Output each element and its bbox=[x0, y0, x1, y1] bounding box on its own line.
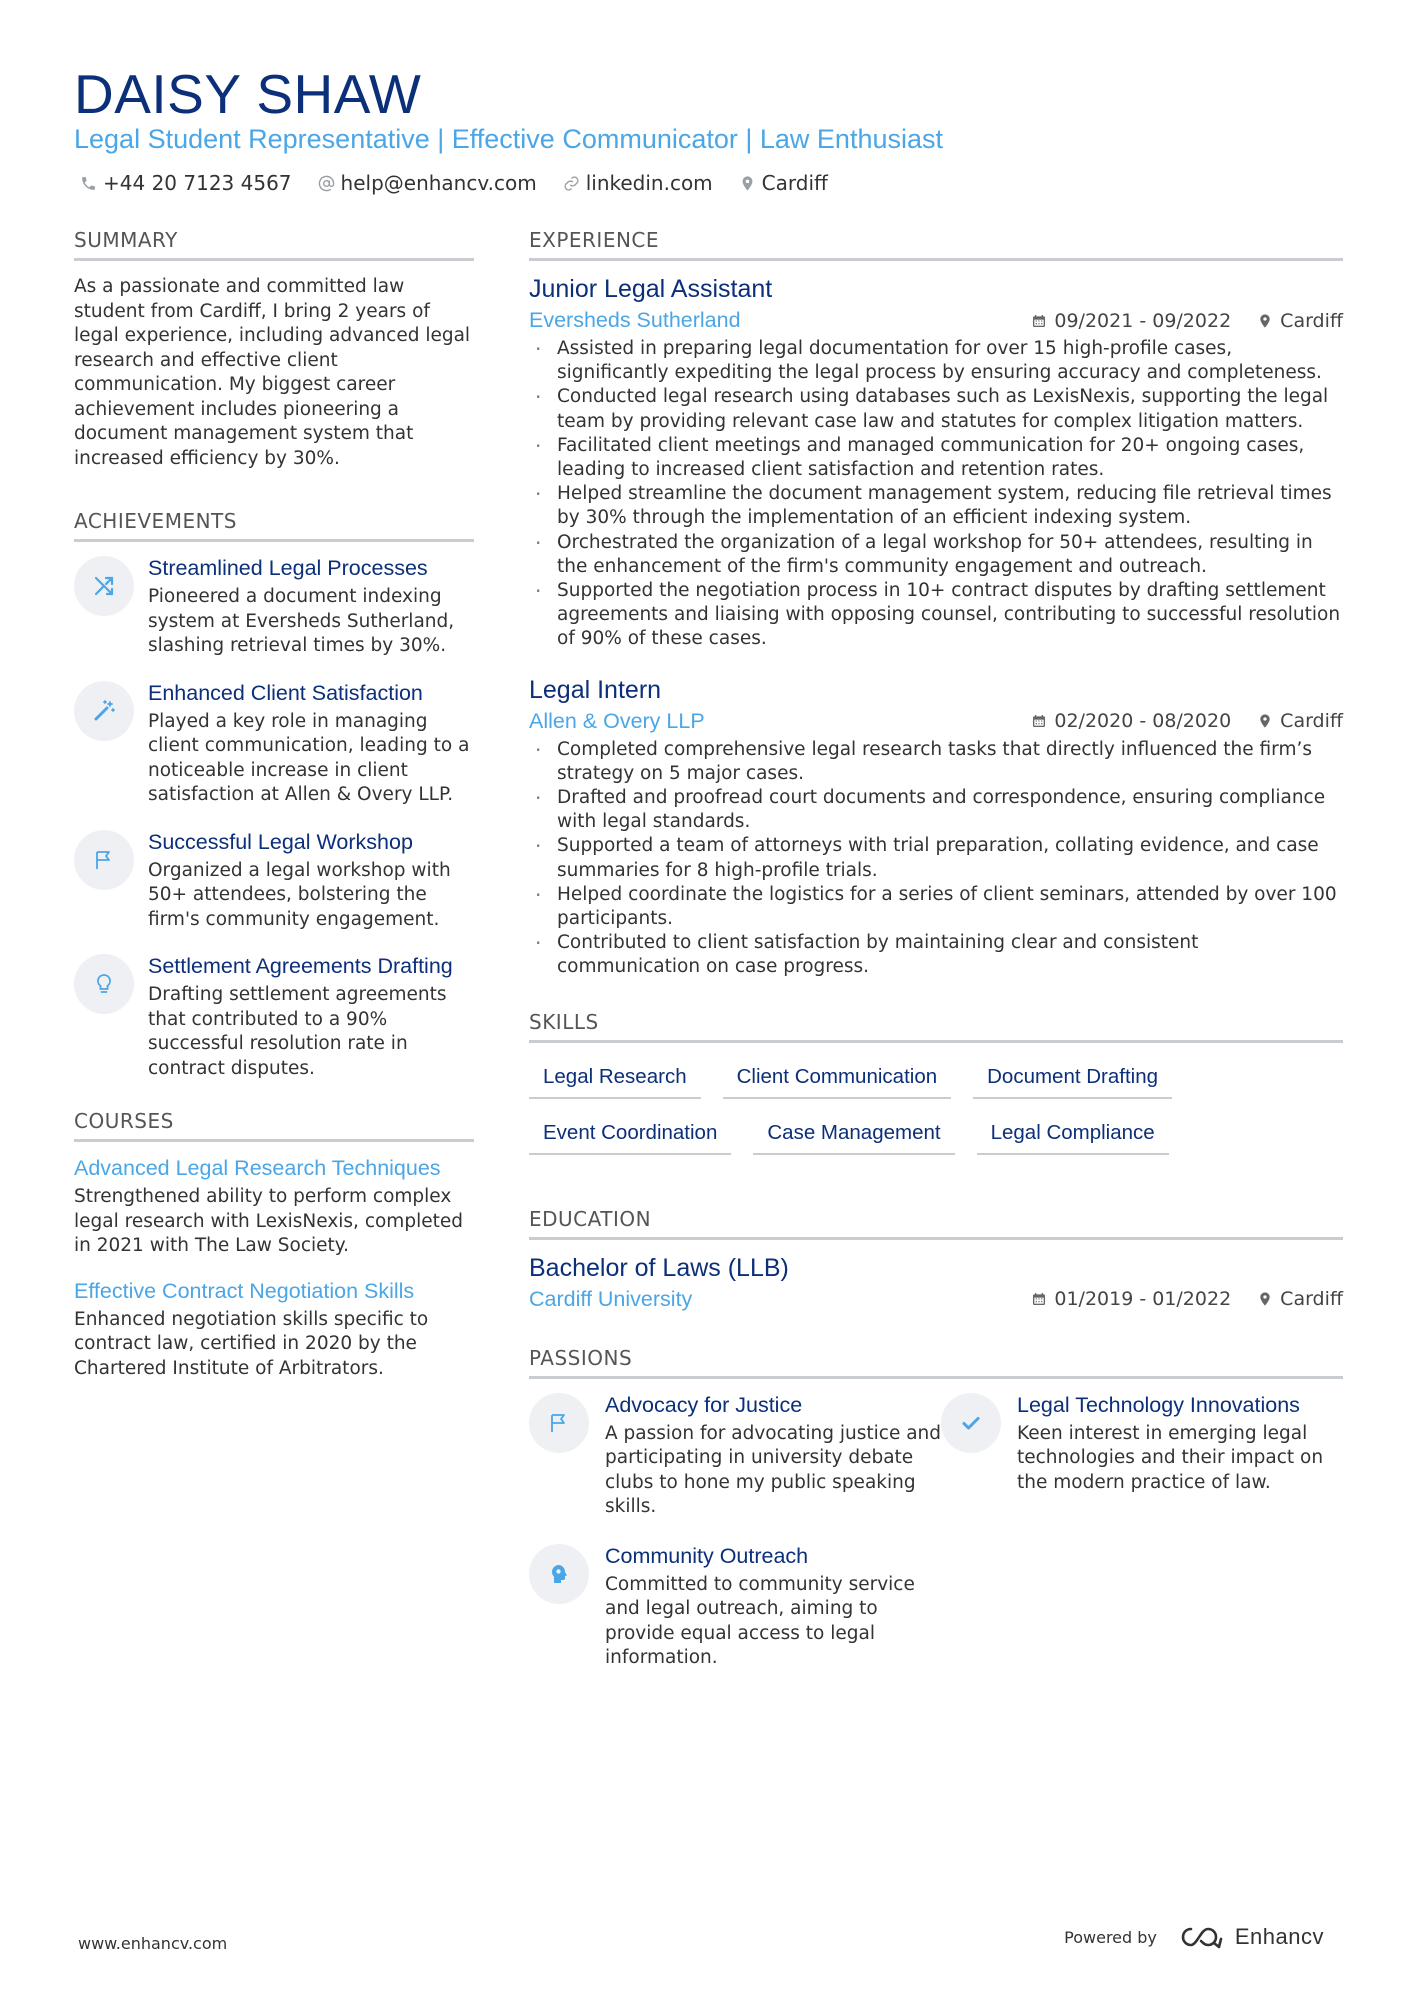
contact-email[interactable] bbox=[318, 171, 537, 195]
brand-name: Enhancv bbox=[1234, 1924, 1324, 1949]
passions-heading: PASSIONS bbox=[529, 1346, 1343, 1379]
calendar-icon bbox=[1031, 313, 1047, 329]
bullet-item: · Supported the negotiation process in 10+ contract disputes by drafting settlement agreements and liaising with opposing counsel, contributing to successful resolution of 90% of these cases. bbox=[529, 579, 1343, 652]
passion-title: Legal Technology Innovations bbox=[1017, 1392, 1300, 1417]
skill-tag: Case Management bbox=[753, 1121, 954, 1155]
job-dates bbox=[1031, 310, 1231, 332]
footer-website[interactable]: www.enhancv.com bbox=[78, 1934, 228, 1953]
bullet-item: · Completed comprehensive legal research tasks that directly influenced the firm’s strategy on 5 major cases. bbox=[529, 738, 1343, 786]
achievement-item bbox=[74, 681, 474, 808]
contact-linkedin[interactable] bbox=[563, 171, 713, 195]
experience-heading: EXPERIENCE bbox=[529, 228, 1343, 261]
job-bullets bbox=[529, 738, 1343, 980]
location-pin-icon bbox=[739, 175, 756, 192]
headline: Legal Student Representative | Effective Communicator | Law Enthusiast bbox=[74, 124, 943, 154]
achievements-heading: ACHIEVEMENTS bbox=[74, 509, 474, 542]
dates-text: 01/2019 - 01/2022 bbox=[1054, 1288, 1232, 1311]
skills-section bbox=[529, 1010, 1343, 1177]
bullet-item: · Contributed to client satisfaction by maintaining clear and consistent communication on case progress. bbox=[529, 931, 1343, 979]
at-icon bbox=[318, 175, 335, 192]
job-location bbox=[1257, 710, 1343, 732]
bullet-item: · Drafted and proofread court documents and correspondence, ensuring compliance with legal standards. bbox=[529, 786, 1343, 834]
bullet-item: · Supported a team of attorneys with trial preparation, collating evidence, and case summaries for 8 high-profile trials. bbox=[529, 834, 1343, 882]
achievement-title: Streamlined Legal Processes bbox=[148, 556, 428, 580]
degree-title: Bachelor of Laws (LLB) bbox=[529, 1253, 789, 1282]
company-name: Allen & Overy LLP bbox=[529, 708, 705, 733]
magic-wand-icon bbox=[74, 681, 134, 741]
passion-text: Committed to community service and legal outreach, aiming to provide equal access to legal information. bbox=[605, 1573, 915, 1669]
courses-section bbox=[74, 1109, 474, 1381]
location-text: Cardiff bbox=[1280, 1288, 1343, 1311]
achievement-text: Organized a legal workshop with 50+ attendees, bolstering the firm's community engagement. bbox=[148, 859, 451, 930]
flag-icon bbox=[74, 830, 134, 890]
arrows-icon bbox=[74, 556, 134, 616]
head-icon bbox=[529, 1544, 589, 1604]
phone-text: +44 20 7123 4567 bbox=[103, 171, 292, 195]
bullet-item: · Facilitated client meetings and managed communication for 20+ ongoing cases, leading to increased client satisfaction and retention rates. bbox=[529, 434, 1343, 482]
location-pin-icon bbox=[1257, 313, 1273, 329]
candidate-name: DAISY SHAW bbox=[74, 63, 422, 125]
contact-bar bbox=[80, 171, 828, 195]
skills-heading: SKILLS bbox=[529, 1010, 1343, 1043]
course-text: Enhanced negotiation skills specific to contract law, certified in 2020 by the Chartered Institute of Arbitrators. bbox=[74, 1308, 429, 1379]
link-icon bbox=[563, 175, 580, 192]
job-entry bbox=[529, 275, 1343, 652]
education-dates bbox=[1031, 1288, 1231, 1310]
location-text: Cardiff bbox=[761, 171, 828, 195]
education-heading: EDUCATION bbox=[529, 1207, 1343, 1240]
passion-item bbox=[529, 1393, 941, 1520]
job-dates bbox=[1031, 710, 1231, 732]
job-location bbox=[1257, 310, 1343, 332]
lightbulb-icon bbox=[74, 954, 134, 1014]
summary-text: As a passionate and committed law student from Cardiff, I bring 2 years of legal experience, including advanced legal research and effective client communication. My biggest career achievement includes pioneering a document management system that increased efficiency by 30%. bbox=[74, 276, 471, 469]
achievement-text: Drafting settlement agreements that contributed to a 90% successful resolution rate in contract disputes. bbox=[148, 984, 447, 1079]
achievement-item bbox=[74, 830, 474, 933]
dates-text: 09/2021 - 09/2022 bbox=[1054, 309, 1232, 332]
summary-heading: SUMMARY bbox=[74, 228, 474, 261]
course-title: Advanced Legal Research Techniques bbox=[74, 1156, 441, 1180]
achievement-item bbox=[74, 556, 474, 659]
company-name: Eversheds Sutherland bbox=[529, 308, 741, 332]
courses-heading: COURSES bbox=[74, 1109, 474, 1142]
location-pin-icon bbox=[1257, 713, 1273, 729]
education-section bbox=[529, 1207, 1343, 1312]
powered-by-text: Powered by bbox=[1064, 1927, 1157, 1947]
contact-location bbox=[739, 171, 828, 195]
achievement-item bbox=[74, 954, 474, 1081]
email-text[interactable]: help@enhancv.com bbox=[340, 171, 537, 195]
education-location bbox=[1257, 1288, 1343, 1310]
job-bullets bbox=[529, 337, 1343, 652]
footer-branding bbox=[1064, 1924, 1324, 1950]
passion-text: A passion for advocating justice and participating in university debate clubs to hone my public speaking skills. bbox=[605, 1422, 942, 1518]
phone-icon bbox=[80, 175, 97, 192]
skill-tag: Client Communication bbox=[723, 1065, 952, 1099]
job-title: Legal Intern bbox=[529, 675, 662, 704]
skill-tag: Event Coordination bbox=[529, 1121, 731, 1155]
skill-tag: Document Drafting bbox=[973, 1065, 1172, 1099]
course-item bbox=[74, 1156, 474, 1259]
bullet-item: · Orchestrated the organization of a legal workshop for 50+ attendees, resulting in the enhancement of the firm's community engagement and outreach. bbox=[529, 531, 1343, 579]
skill-tag: Legal Research bbox=[529, 1065, 701, 1099]
bullet-item: · Assisted in preparing legal documentation for over 15 high-profile cases, significantly expediting the legal process by ensuring accuracy and completeness. bbox=[529, 337, 1343, 385]
skills-list bbox=[529, 1065, 1329, 1177]
passion-text: Keen interest in emerging legal technologies and their impact on the modern practice of law. bbox=[1017, 1422, 1324, 1493]
location-text: Cardiff bbox=[1280, 710, 1343, 733]
course-item bbox=[74, 1279, 474, 1382]
achievement-text: Played a key role in managing client communication, leading to a noticeable increase in client satisfaction at Allen & Overy LLP. bbox=[148, 710, 470, 805]
passion-title: Community Outreach bbox=[605, 1543, 809, 1568]
job-entry bbox=[529, 676, 1343, 980]
infinity-logo-icon bbox=[1179, 1924, 1225, 1950]
achievement-title: Settlement Agreements Drafting bbox=[148, 954, 453, 978]
dates-text: 02/2020 - 08/2020 bbox=[1054, 710, 1232, 733]
checkmark-icon bbox=[941, 1393, 1001, 1453]
bullet-item: · Helped streamline the document management system, reducing file retrieval times by 30% through the implementation of an efficient indexing system. bbox=[529, 482, 1343, 530]
contact-phone bbox=[80, 171, 292, 195]
calendar-icon bbox=[1031, 1291, 1047, 1307]
skill-tag: Legal Compliance bbox=[977, 1121, 1169, 1155]
achievement-title: Successful Legal Workshop bbox=[148, 829, 413, 854]
passion-title: Advocacy for Justice bbox=[605, 1392, 803, 1417]
linkedin-text[interactable]: linkedin.com bbox=[585, 171, 713, 195]
course-text: Strengthened ability to perform complex legal research with LexisNexis, completed in 2021 with The Law Society. bbox=[74, 1186, 463, 1256]
passion-item bbox=[941, 1393, 1343, 1520]
passion-item bbox=[529, 1544, 941, 1671]
passions-section bbox=[529, 1346, 1343, 1671]
experience-section bbox=[529, 228, 1343, 980]
summary-section bbox=[74, 228, 474, 471]
left-column bbox=[74, 228, 474, 1401]
location-pin-icon bbox=[1257, 1291, 1273, 1307]
achievement-text: Pioneered a document indexing system at Eversheds Sutherland, slashing retrieval times by 30%. bbox=[148, 586, 455, 656]
job-title: Junior Legal Assistant bbox=[529, 275, 773, 303]
achievements-section bbox=[74, 509, 474, 1081]
enhancv-logo[interactable] bbox=[1179, 1924, 1324, 1950]
achievement-title: Enhanced Client Satisfaction bbox=[148, 680, 423, 705]
calendar-icon bbox=[1031, 713, 1047, 729]
school-name: Cardiff University bbox=[529, 1286, 693, 1311]
course-title: Effective Contract Negotiation Skills bbox=[74, 1278, 415, 1303]
right-column bbox=[529, 228, 1343, 1671]
bullet-item: · Helped coordinate the logistics for a series of client seminars, attended by over 100 participants. bbox=[529, 883, 1343, 931]
bullet-item: · Conducted legal research using databases such as LexisNexis, supporting the legal team by providing relevant case law and statutes for complex litigation matters. bbox=[529, 385, 1343, 433]
location-text: Cardiff bbox=[1280, 309, 1343, 332]
flag-icon bbox=[529, 1393, 589, 1453]
